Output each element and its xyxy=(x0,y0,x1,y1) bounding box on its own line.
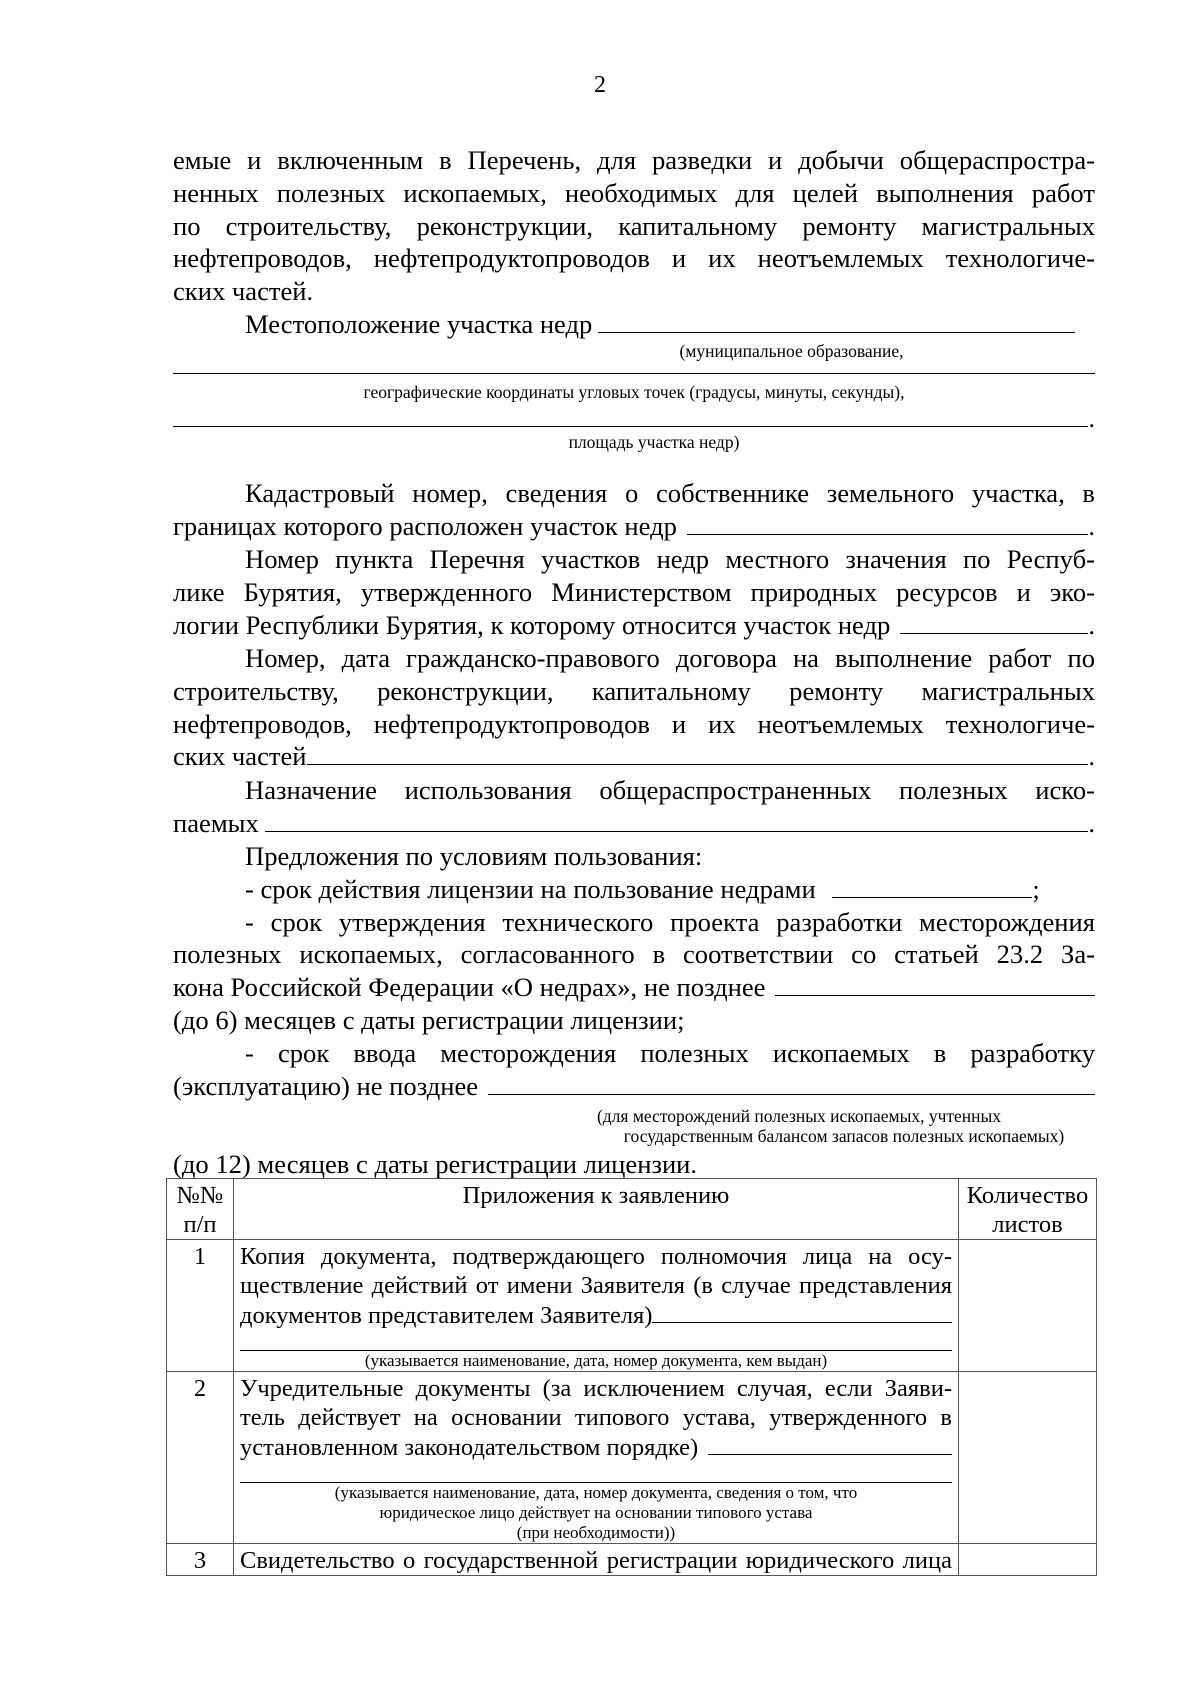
row-field-rule[interactable] xyxy=(240,1462,952,1483)
table-header-row xyxy=(167,1179,1097,1240)
header-num-line: п/п xyxy=(183,1211,217,1238)
text-line: строительству, реконструкции, капитальному ремонту магистральных xyxy=(173,675,1095,706)
row-hint: (при необходимости)) xyxy=(516,1523,676,1542)
text-line: (эксплуатацию) не позднее xyxy=(173,1070,479,1101)
months-12: (до 12) месяцев с даты регистрации лицензии. xyxy=(173,1149,698,1180)
text-line: паемых xyxy=(173,807,259,838)
text-line: - срок действия лицензии на пользование недрами xyxy=(245,873,816,904)
page-number: 2 xyxy=(594,72,606,98)
location-label: Местоположение участка недр xyxy=(245,309,593,339)
text-line: Номер пункта Перечня участков недр местного значения по Респуб- xyxy=(245,544,1095,574)
text-line: ненных полезных ископаемых, необходимых для целей выполнения работ xyxy=(173,177,1095,208)
row-field[interactable] xyxy=(708,1432,952,1455)
tech-project-field[interactable] xyxy=(775,973,1095,996)
table-row xyxy=(167,1240,1097,1372)
text-line: нефтепроводов, нефтепродуктопроводов и их неотъемлемых технологиче- xyxy=(173,243,1095,274)
row-field[interactable] xyxy=(652,1300,952,1323)
text-line: границах которого расположен участок недр xyxy=(173,510,677,541)
row-hint: (указывается наименование, дата, номер документа, кем выдан) xyxy=(364,1351,828,1370)
location-rule-2[interactable] xyxy=(173,404,1088,427)
hint-coords: географические координаты угловых точек (градусы, минуты, секунды), xyxy=(363,381,905,402)
text-line: ских частей xyxy=(173,741,307,772)
text-line: - срок утверждения технического проекта разработки месторождения xyxy=(245,906,1095,937)
text-line: нефтепроводов, нефтепродуктопроводов и их неотъемлемых технологиче- xyxy=(173,708,1095,739)
perechen-line: логии Республики Бурятия, к которому относится участок недр . xyxy=(173,609,1095,640)
text-line: логии Республики Бурятия, к которому относится участок недр xyxy=(173,609,891,640)
table-row xyxy=(167,1372,1097,1544)
row-line: ществление действий от имени Заявителя (в случае представления xyxy=(240,1272,952,1299)
proposals-title: Предложения по условиям пользования: xyxy=(245,841,703,871)
purpose-section xyxy=(173,774,1095,840)
row-hint: (указывается наименование, дата, номер документа, сведения о том, что xyxy=(334,1483,858,1502)
attachments-table xyxy=(166,1178,1097,1576)
purpose-line: паемых . xyxy=(173,807,1095,838)
text-line: по строительству, реконструкции, капитальному ремонту магистральных xyxy=(173,210,1095,241)
purpose-field[interactable] xyxy=(265,809,1089,832)
row-text: установленном законодательством порядке) xyxy=(240,1434,699,1461)
location-line xyxy=(173,308,1095,341)
header-title: Приложения к заявлению xyxy=(234,1179,959,1240)
row-qty[interactable] xyxy=(959,1544,1097,1576)
text-line: Назначение использования общераспространенных полезных иско- xyxy=(245,775,1095,805)
text-line: кона Российской Федерации «О недрах», не позднее xyxy=(173,972,766,1003)
hint-deposits-2: государственным балансом запасов полезных ископаемых) xyxy=(623,1126,1065,1147)
location-section xyxy=(173,308,1095,452)
header-qty-line: листов xyxy=(992,1211,1063,1238)
header-num-line: №№ xyxy=(176,1182,224,1209)
row-field-rule[interactable] xyxy=(240,1330,952,1351)
text-line: лике Бурятия, утвержденного Министерством природных ресурсов и эко- xyxy=(173,576,1095,607)
row-line: Копия документа, подтверждающего полномочия лица на осу- xyxy=(240,1243,952,1270)
text-line: (до 6) месяцев с даты регистрации лицензии; xyxy=(173,1004,685,1035)
row-line xyxy=(240,1432,952,1462)
row-text: документов представителем Заявителя) xyxy=(240,1302,653,1329)
row-content xyxy=(234,1544,959,1576)
header-num xyxy=(167,1179,234,1240)
row-qty[interactable] xyxy=(959,1240,1097,1372)
row-qty[interactable] xyxy=(959,1372,1097,1544)
perechen-field[interactable] xyxy=(900,611,1088,634)
tech-project-line xyxy=(173,971,1095,1004)
text-line: емые и включенным в Перечень, для разведки и добычи общераспростра- xyxy=(173,145,1095,175)
row-line: Свидетельство о государственной регистрации юридического лица xyxy=(240,1547,952,1574)
cadastral-line: границах которого расположен участок недр . xyxy=(173,510,1095,541)
hint-municipal: (муниципальное образование, xyxy=(679,340,904,361)
cadastral-section xyxy=(173,477,1095,543)
row-num: 3 xyxy=(167,1544,234,1576)
perechen-section xyxy=(173,543,1095,641)
text-line: Номер, дата гражданско-правового договора на выполнение работ по xyxy=(245,643,1095,673)
row-num: 1 xyxy=(167,1240,234,1372)
table-row xyxy=(167,1544,1097,1576)
proposals-section xyxy=(173,840,1095,1181)
commissioning-field[interactable] xyxy=(488,1072,1095,1095)
contract-line: ских частей . xyxy=(173,741,1095,772)
header-qty xyxy=(959,1179,1097,1240)
text-line: ских частей. xyxy=(173,276,314,307)
intro-paragraph xyxy=(173,144,1095,308)
text-line: - срок ввода месторождения полезных ископаемых в разработку xyxy=(245,1037,1095,1068)
location-line-2: . xyxy=(173,402,1095,428)
header-qty-line: Количество xyxy=(966,1182,1089,1209)
location-field[interactable] xyxy=(598,310,1075,333)
row-content xyxy=(234,1372,959,1544)
contract-field[interactable] xyxy=(307,742,1089,765)
commissioning-line xyxy=(173,1070,1095,1103)
row-num: 2 xyxy=(167,1372,234,1544)
text-line: полезных ископаемых, согласованного в соответствии со статьей 23.2 За- xyxy=(173,939,1095,970)
row-line: Учредительные документы (за исключением случая, если Заяви- xyxy=(240,1375,952,1402)
hint-area: площадь участка недр) xyxy=(568,431,740,452)
row-content xyxy=(234,1240,959,1372)
location-rule-1[interactable] xyxy=(173,361,1095,374)
license-term-line: - срок действия лицензии на пользование недрами ; xyxy=(245,873,1040,904)
cadastral-field[interactable] xyxy=(687,512,1088,535)
row-line: тель действует на основании типового устава, утвержденного в xyxy=(240,1404,952,1431)
license-term-field[interactable] xyxy=(832,875,1032,898)
contract-section xyxy=(173,642,1095,773)
hint-deposits-1: (для месторождений полезных ископаемых, учтенных xyxy=(596,1106,1002,1127)
row-line xyxy=(240,1300,952,1330)
text-line: Кадастровый номер, сведения о собственнике земельного участка, в xyxy=(245,478,1095,508)
row-hint: юридическое лицо действует на основании типового устава xyxy=(379,1503,813,1522)
